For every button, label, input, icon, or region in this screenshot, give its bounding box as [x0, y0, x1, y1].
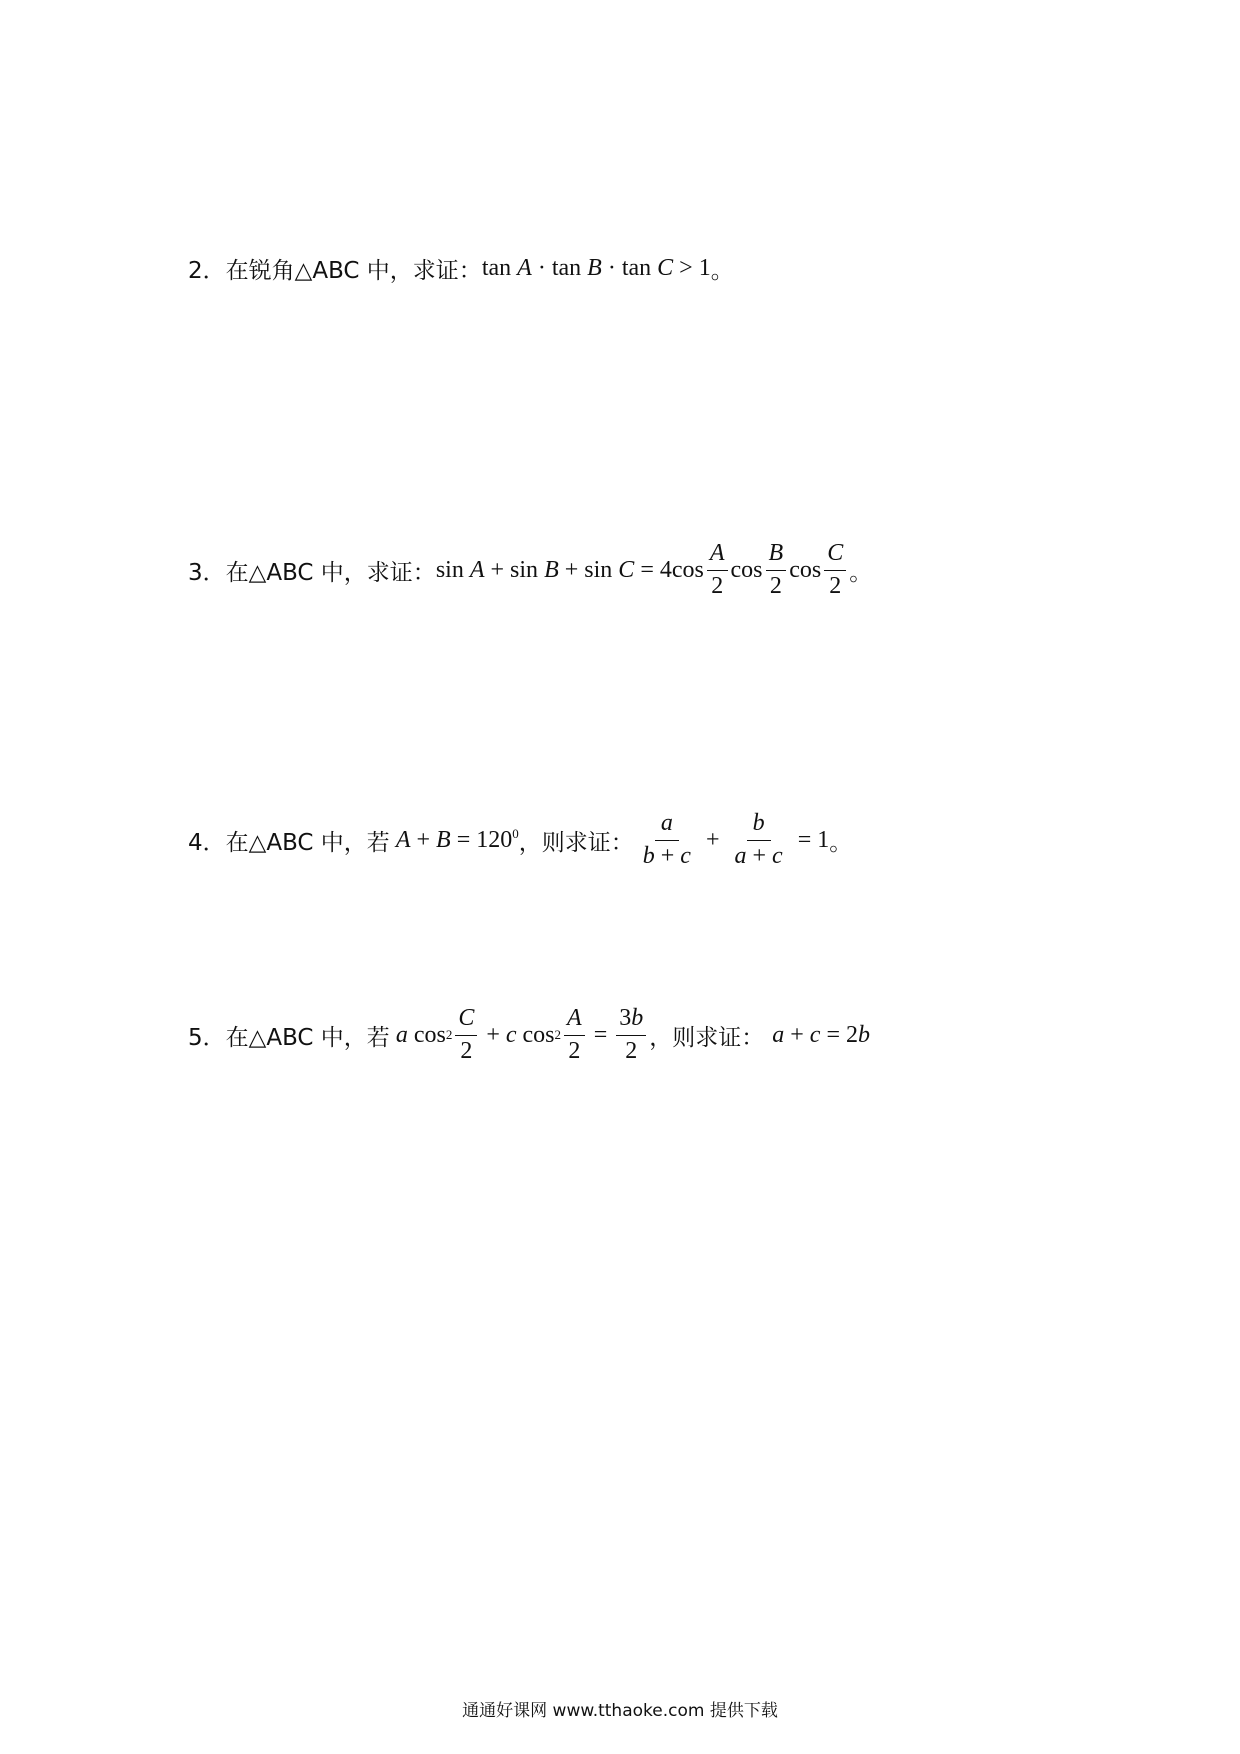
fraction: $\frac{A}{2}$: [564, 1005, 585, 1065]
formula: a + c = 2b: [772, 1021, 870, 1048]
problem-4: 4． 在△ABC 中，若 $A + B = 120^0$ ，则求证： $\frac{a}{b + c}$ + $\frac{b}{a + c}$ = 1 。: [188, 810, 853, 869]
page-footer: 通通好课网 www.tthaoke.com 提供下载: [462, 1701, 778, 1721]
problem-number: 2．: [188, 258, 226, 284]
fraction: $\frac{a}{b + c}$: [642, 810, 691, 869]
problem-text: 在锐角△ABC 中，求证：: [225, 258, 482, 284]
problem-3: 3． 在△ABC 中，求证： sin A + sin B + sin C = 4 cos $\frac{A}{2}$ cos $\frac{B}{2}$ cos $\frac{C}{2}$ 。: [188, 540, 873, 599]
fraction: $\frac{A}{2}$: [707, 540, 728, 600]
fraction: $\frac{B}{2}$: [766, 540, 787, 600]
formula: sin A + sin B + sin C = 4 cos $\frac{A}{2}$ cos $\frac{B}{2}$ cos $\frac{C}{2}$: [436, 540, 849, 600]
condition: $A + B = 120^0$: [395, 826, 519, 854]
fraction: $\frac{b}{a + c}$: [734, 810, 783, 869]
fraction: $\frac{C}{2}$: [455, 1005, 477, 1065]
fraction: $\frac{C}{2}$: [824, 540, 846, 600]
condition: a cos 2 $\frac{C}{2}$ + c cos 2 $\frac{A}{2}$ = $\frac{3b}{2}$: [396, 1005, 649, 1065]
problem-number: 3．: [188, 559, 226, 586]
problem-number: 5．: [188, 1024, 226, 1051]
fraction: $\frac{3b}{2}$: [616, 1005, 646, 1065]
problem-text: 在△ABC 中，若: [225, 829, 390, 856]
formula: $\frac{a}{b + c}$ + $\frac{b}{a + c}$ = 1: [634, 810, 830, 870]
problem-5: 5． 在△ABC 中，若 a cos 2 $\frac{C}{2}$ + c cos 2 $\frac{A}{2}$ = $\frac{3b}{2}$ ，则求证： a + c = 2b: [188, 1005, 870, 1064]
problem-2: 2． 在锐角△ABC 中，求证： tan A · tan B · tan C > 1 。: [188, 252, 734, 285]
problem-number: 4．: [188, 829, 226, 856]
formula: tan A · tan B · tan C > 1: [481, 255, 711, 281]
problem-text: 在△ABC 中，求证：: [225, 559, 436, 586]
problem-text: 在△ABC 中，若: [225, 1024, 390, 1051]
